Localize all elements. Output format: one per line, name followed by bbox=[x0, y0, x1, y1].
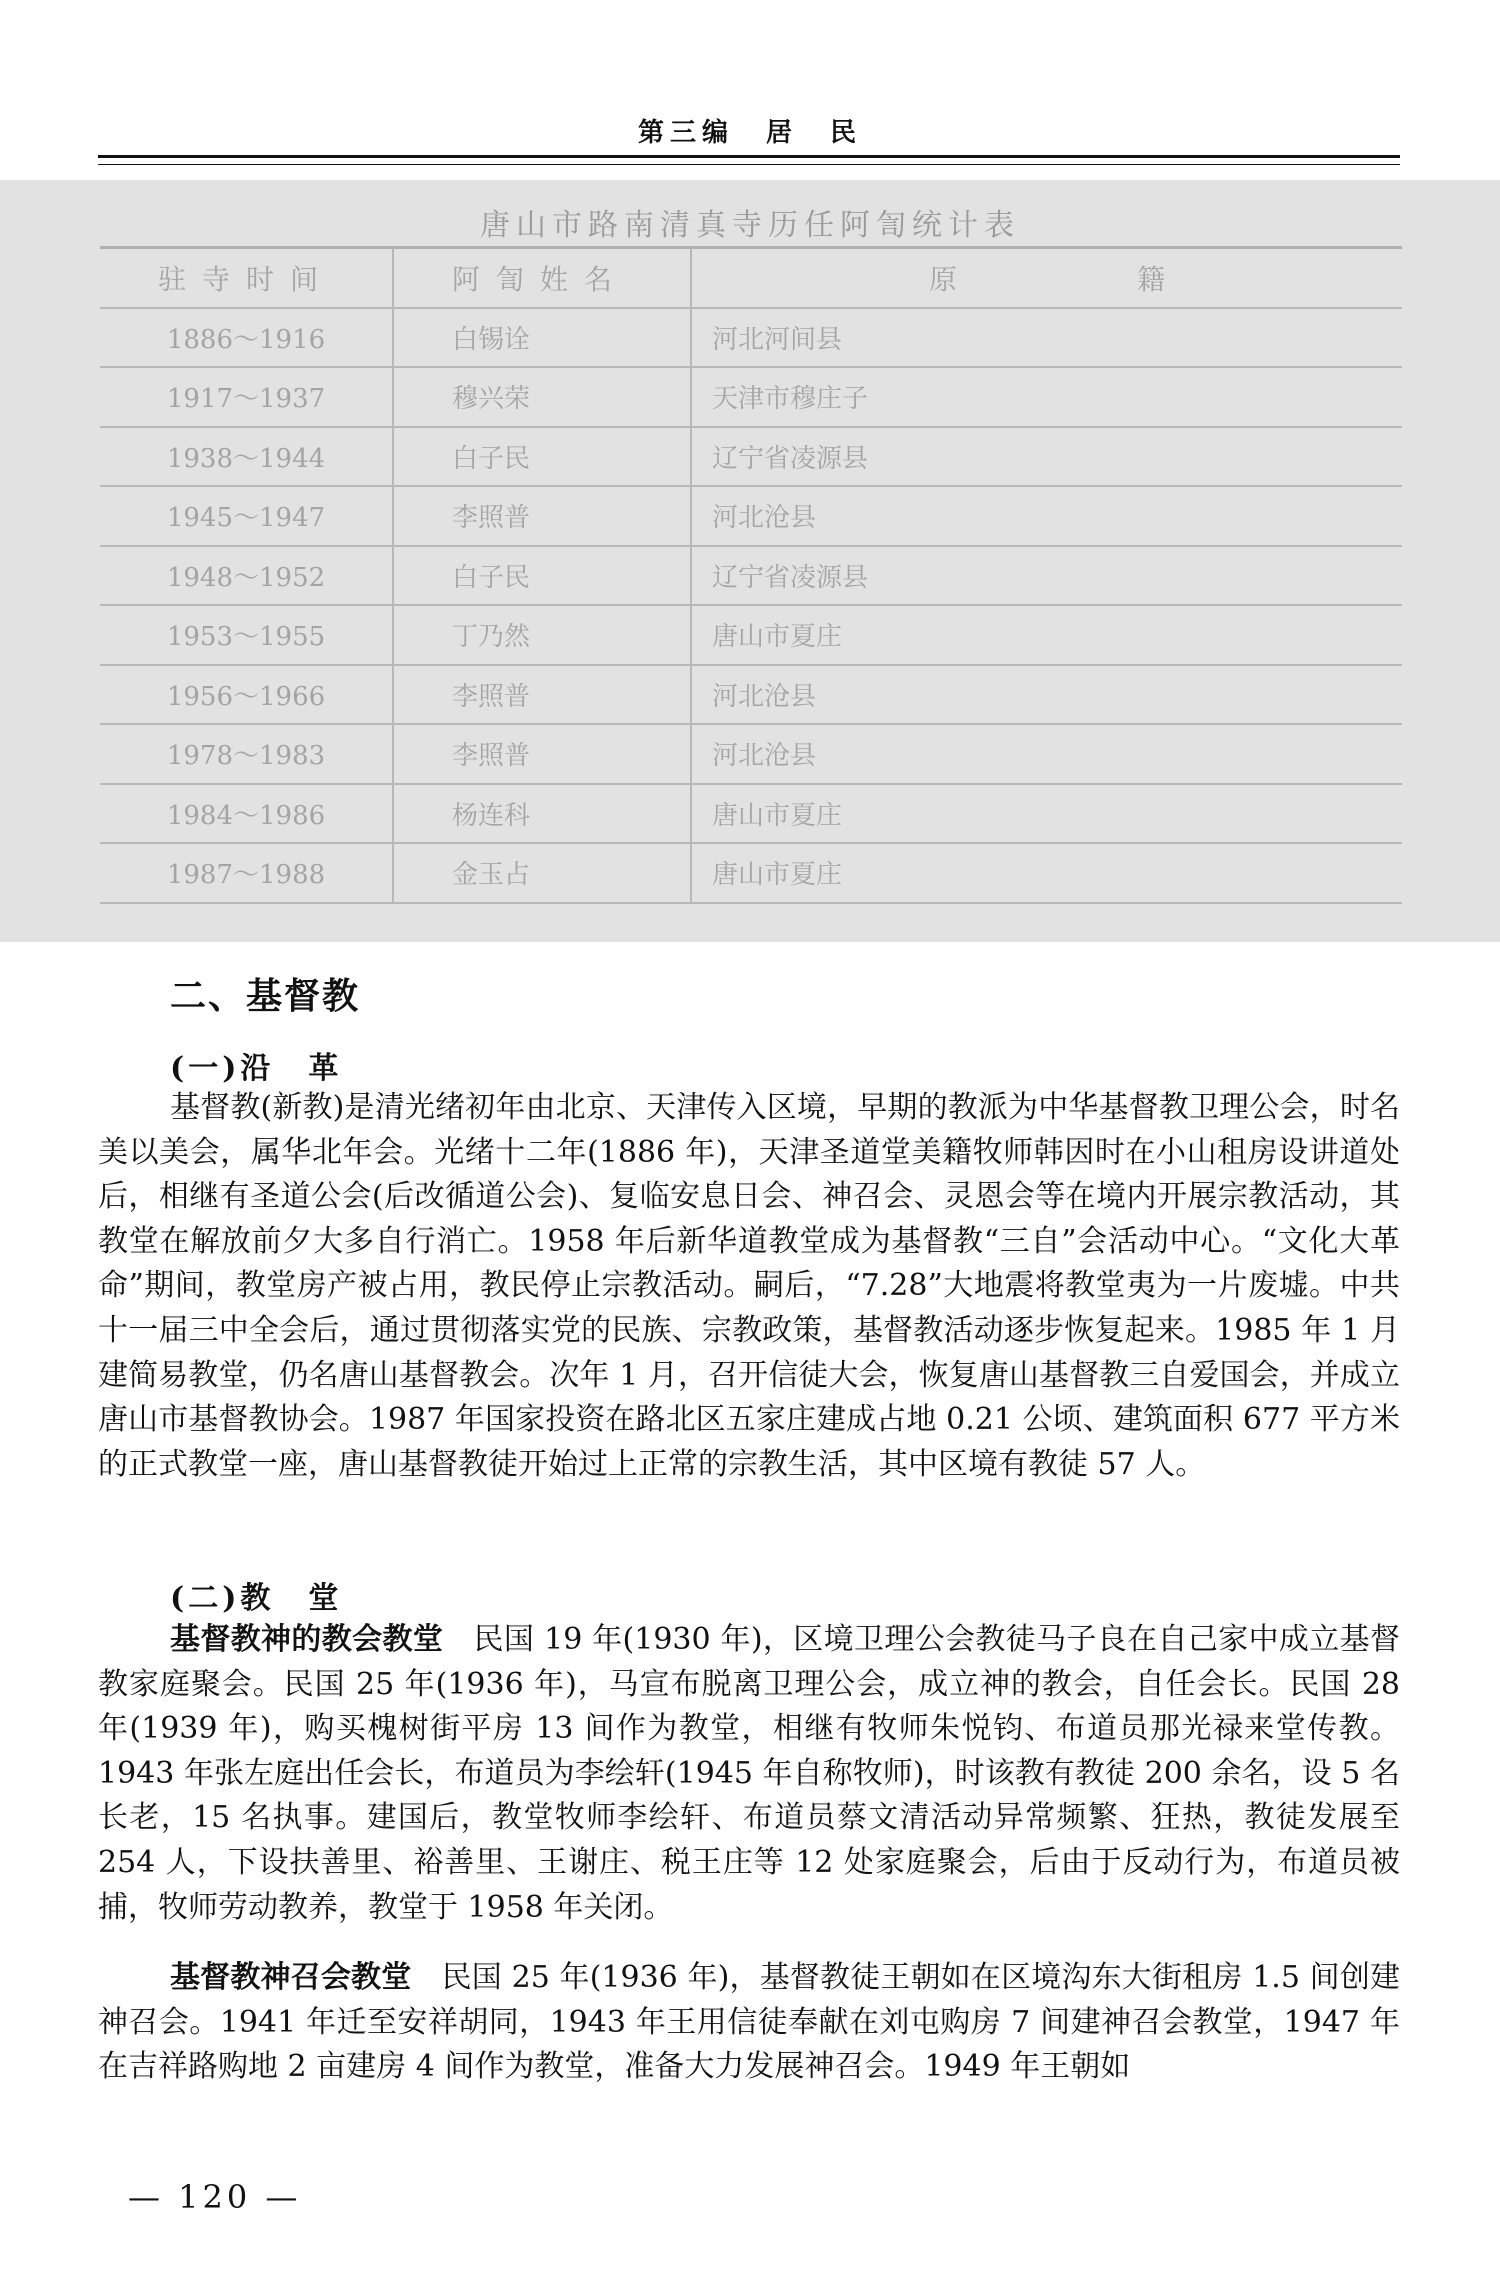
cell-name: 李照普 bbox=[393, 486, 691, 546]
cell-period: 1956～1966 bbox=[100, 665, 393, 725]
cell-name: 李照普 bbox=[393, 724, 691, 784]
cell-origin: 辽宁省凌源县 bbox=[691, 427, 1402, 487]
header-rule-thin bbox=[98, 164, 1400, 165]
cell-period: 1953～1955 bbox=[100, 605, 393, 665]
col-header-origin-2: 籍 bbox=[1137, 262, 1166, 296]
section-heading: 二、基督教 bbox=[170, 975, 361, 1017]
paragraph-church-of-god bbox=[98, 1618, 1400, 1930]
running-head: 第三编 居 民 bbox=[637, 118, 862, 148]
paragraph-lead: 基督教神的教会教堂 bbox=[170, 1622, 444, 1657]
cell-name: 金玉占 bbox=[393, 843, 691, 903]
cell-origin: 天津市穆庄子 bbox=[691, 367, 1402, 427]
cell-name: 白子民 bbox=[393, 427, 691, 487]
paragraph-history: 基督教(新教)是清光绪初年由北京、天津传入区境，早期的教派为中华基督教卫理公会，时名美以美会，属华北年会。光绪十二年(1886 年)，天津圣道堂美籍牧师韩因时在小山租房设讲道处后，相继有圣道公会(后改循道公会)、复临安息日会、神召会、灵恩会等在境内开展宗教活动，其教堂在解放前夕大多自行消亡。1958 年后新华道教堂成为基督教“三自”会活动中心。“文化大革命”期间，教堂房产被占用，教民停止宗教活动。嗣后，“7.28”大地震将教堂夷为一片废墟。中共十一届三中全会后，通过贯彻落实党的民族、宗教政策，基督教活动逐步恢复起来。1985 年 1 月建简易教堂，仍名唐山基督教会。次年 1 月，召开信徒大会，恢复唐山基督教三自爱国会，并成立唐山市基督教协会。1987 年国家投资在路北区五家庄建成占地 0.21 公顷、建筑面积 677 平方米的正式教堂一座，唐山基督教徒开始过上正常的宗教生活，其中区境有教徒 57 人。 bbox=[98, 1090, 1400, 1482]
paragraph-assemblies-of-god bbox=[98, 1956, 1400, 2090]
table-title: 唐山市路南清真寺历任阿訇统计表 bbox=[480, 208, 1020, 243]
table-row bbox=[100, 784, 1402, 844]
cell-period: 1978～1983 bbox=[100, 724, 393, 784]
paragraph-lead: 基督教神召会教堂 bbox=[170, 1960, 412, 1995]
cell-period: 1938～1944 bbox=[100, 427, 393, 487]
table-row bbox=[100, 427, 1402, 487]
subheading-history: (一)沿 革 bbox=[170, 1051, 343, 1086]
cell-origin: 河北沧县 bbox=[691, 665, 1402, 725]
col-header-name: 阿訇姓名 bbox=[393, 248, 691, 308]
cell-name: 穆兴荣 bbox=[393, 367, 691, 427]
cell-period: 1945～1947 bbox=[100, 486, 393, 546]
cell-period: 1886～1916 bbox=[100, 308, 393, 368]
imam-table-panel bbox=[0, 180, 1500, 942]
cell-origin: 河北河间县 bbox=[691, 308, 1402, 368]
imam-table bbox=[100, 246, 1402, 904]
cell-origin: 唐山市夏庄 bbox=[691, 843, 1402, 903]
cell-origin: 河北沧县 bbox=[691, 724, 1402, 784]
table-row bbox=[100, 724, 1402, 784]
table-header-row bbox=[100, 248, 1402, 308]
col-header-period: 驻寺时间 bbox=[100, 248, 393, 308]
cell-origin: 唐山市夏庄 bbox=[691, 605, 1402, 665]
header-rule-thick bbox=[98, 155, 1400, 158]
table-row bbox=[100, 546, 1402, 606]
table-row bbox=[100, 367, 1402, 427]
paragraph-body: 民国 19 年(1930 年)，区境卫理公会教徒马子良在自己家中成立基督教家庭聚会。民国 25 年(1936 年)，马宣布脱离卫理公会，成立神的教会，自任会长。民国 28 年(1939 年)，购买槐树街平房 13 间作为教堂，相继有牧师朱悦钧、布道员那光禄来堂传教。1943 年张左庭出任会长，布道员为李绘轩(1945 年自称牧师)，时该教有教徒 200 余名，设 5 名长老，15 名执事。建国后，教堂牧师李绘轩、布道员蔡文清活动异常频繁、狂热，教徒发展至 254 人，下设扶善里、裕善里、王谢庄、税王庄等 12 处家庭聚会，后由于反动行为，布道员被捕，牧师劳动教养，教堂于 1958 年关闭。 bbox=[98, 1622, 1400, 1925]
table-row bbox=[100, 308, 1402, 368]
cell-name: 白子民 bbox=[393, 546, 691, 606]
subheading-churches: (二)教 堂 bbox=[170, 1581, 343, 1616]
cell-period: 1984～1986 bbox=[100, 784, 393, 844]
cell-origin: 河北沧县 bbox=[691, 486, 1402, 546]
cell-origin: 唐山市夏庄 bbox=[691, 784, 1402, 844]
cell-origin: 辽宁省凌源县 bbox=[691, 546, 1402, 606]
cell-period: 1948～1952 bbox=[100, 546, 393, 606]
cell-period: 1987～1988 bbox=[100, 843, 393, 903]
cell-name: 丁乃然 bbox=[393, 605, 691, 665]
cell-name: 李照普 bbox=[393, 665, 691, 725]
col-header-origin-1: 原 bbox=[928, 262, 957, 296]
table-row bbox=[100, 843, 1402, 903]
cell-name: 杨连科 bbox=[393, 784, 691, 844]
table-row bbox=[100, 665, 1402, 725]
page-number: — 120 — bbox=[128, 2178, 302, 2216]
table-row bbox=[100, 486, 1402, 546]
paragraph-body: 民国 25 年(1936 年)，基督教徒王朝如在区境沟东大街租房 1.5 间创建神召会。1941 年迁至安祥胡同，1943 年王用信徒奉献在刘屯购房 7 间建神召会教堂，1947 年在吉祥路购地 2 亩建房 4 间作为教堂，准备大力发展神召会。1949 年王朝如 bbox=[98, 1960, 1400, 2085]
cell-name: 白锡诠 bbox=[393, 308, 691, 368]
table-row bbox=[100, 605, 1402, 665]
col-header-origin bbox=[691, 248, 1402, 308]
cell-period: 1917～1937 bbox=[100, 367, 393, 427]
